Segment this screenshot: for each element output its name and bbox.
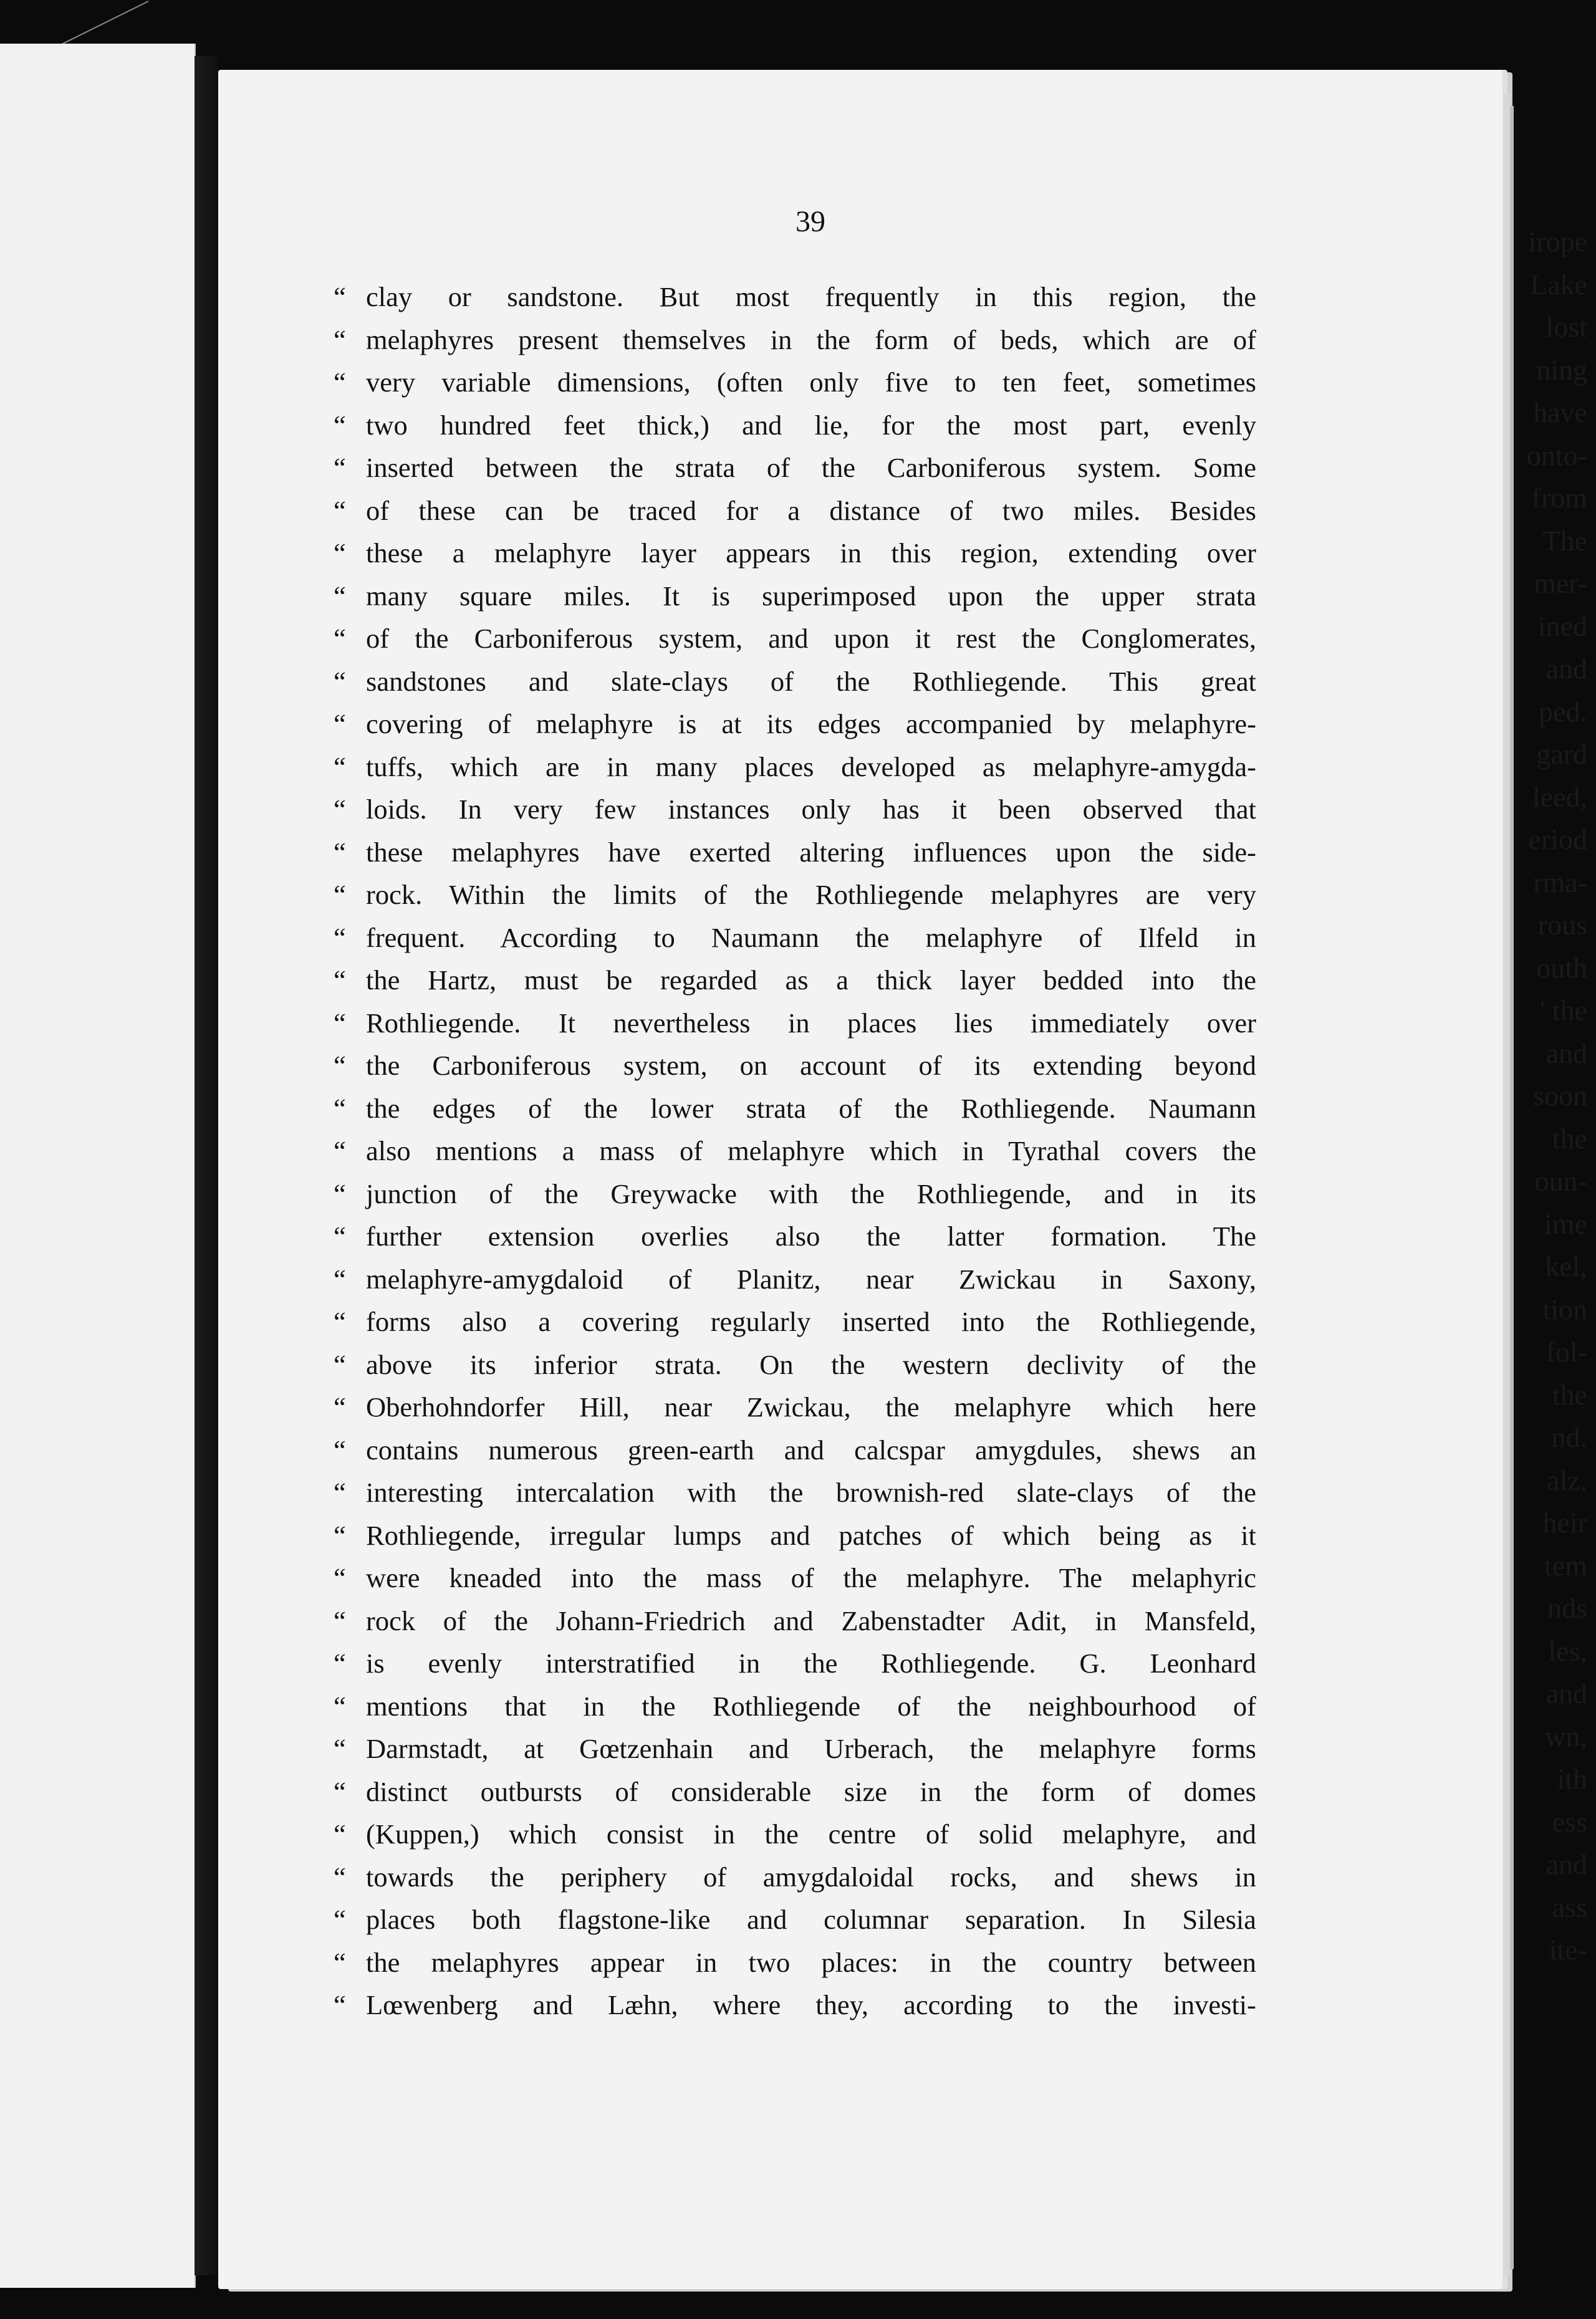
quotation-mark: “: [334, 964, 346, 996]
quotation-mark: “: [334, 1221, 346, 1252]
quotation-mark: “: [334, 1989, 346, 2020]
facing-page-fragment: outh: [1536, 951, 1587, 984]
quotation-mark: “: [334, 1050, 346, 1081]
line-text: inserted between the strata of the Carboniferous system. Some: [366, 452, 1256, 483]
facing-page-fragment: eriod: [1528, 823, 1587, 855]
quotation-mark: “: [334, 1946, 346, 1978]
text-line: [334, 1600, 1256, 1643]
quotation-mark: “: [334, 367, 346, 398]
line-text: many square miles. It is superimposed upon the upper strata: [366, 580, 1256, 612]
facing-page-fragment: tion: [1542, 1293, 1587, 1325]
quotation-mark: “: [334, 1391, 346, 1423]
line-text: Rothliegende. It nevertheless in places lies immediately over: [366, 1007, 1256, 1039]
facing-page-fragment: leed,: [1532, 780, 1587, 813]
line-text: distinct outbursts of considerable size in the form of domes: [366, 1775, 1256, 1807]
quotation-mark: “: [334, 1562, 346, 1593]
text-line: [334, 1557, 1256, 1600]
text-line: [334, 660, 1256, 703]
quotation-mark: “: [334, 1904, 346, 1935]
line-text: places both flagstone-like and columnar separation. In Silesia: [366, 1904, 1256, 1935]
text-line: [334, 1343, 1256, 1386]
text-line: [334, 1386, 1256, 1429]
line-text: two hundred feet thick,) and lie, for the most part, evenly: [366, 409, 1256, 441]
text-line: [334, 1898, 1256, 1941]
facing-page-fragment: ' the: [1540, 994, 1587, 1026]
facing-page-fragment: the: [1552, 1378, 1587, 1411]
quotation-mark: “: [334, 665, 346, 697]
line-text: Lœwenberg and Læhn, where they, according to the investi-: [366, 1989, 1256, 2020]
facing-page-fragment: tem: [1544, 1549, 1587, 1582]
text-line: [334, 1770, 1256, 1813]
text-line: [334, 788, 1256, 831]
facing-page-fragment: have: [1533, 396, 1587, 428]
quotation-mark: “: [334, 324, 346, 355]
quotation-mark: “: [334, 879, 346, 910]
quotation-mark: “: [334, 1775, 346, 1807]
line-text: tuffs, which are in many places developed as melaphyre-amygda-: [366, 751, 1256, 782]
line-text: melaphyre-amygdaloid of Planitz, near Zwickau in Saxony,: [366, 1263, 1256, 1295]
facing-page-fragment: mer-: [1534, 567, 1587, 599]
facing-page-fragment: and: [1546, 1848, 1587, 1880]
body-text: [334, 276, 1256, 2027]
text-line: [334, 1087, 1256, 1130]
text-line: [334, 703, 1256, 746]
quotation-mark: “: [334, 1007, 346, 1039]
text-line: [334, 1215, 1256, 1258]
quotation-mark: “: [334, 708, 346, 739]
line-text: Darmstadt, at Gœtzenhain and Urberach, the melaphyre forms: [366, 1733, 1256, 1764]
text-line: [334, 746, 1256, 789]
text-line: [334, 873, 1256, 916]
line-text: melaphyres present themselves in the form of beds, which are of: [366, 324, 1256, 355]
text-line: [334, 319, 1256, 362]
facing-page-fragment: oun-: [1534, 1165, 1587, 1197]
quotation-mark: “: [334, 1605, 346, 1636]
facing-page-fragment: ass: [1552, 1891, 1587, 1923]
text-line: [334, 489, 1256, 532]
text-line: [334, 1685, 1256, 1728]
text-line: [334, 1984, 1256, 2027]
quotation-mark: “: [334, 1348, 346, 1380]
quotation-mark: “: [334, 452, 346, 483]
facing-page-fragment: ime: [1544, 1208, 1587, 1240]
line-text: very variable dimensions, (often only five to ten feet, sometimes: [366, 367, 1256, 398]
line-text: clay or sandstone. But most frequently in this region, the: [366, 281, 1256, 312]
text-line: [334, 532, 1256, 575]
line-text: loids. In very few instances only has it been observed that: [366, 794, 1256, 825]
quotation-mark: “: [334, 409, 346, 441]
text-line: [334, 1727, 1256, 1770]
facing-page-fragment: Lake: [1530, 268, 1587, 300]
quotation-mark: “: [334, 494, 346, 526]
facing-page-fragment: gard: [1536, 738, 1587, 770]
text-line: [334, 959, 1256, 1002]
quotation-mark: “: [334, 1135, 346, 1166]
line-text: forms also a covering regularly inserted into the Rothliegende,: [366, 1306, 1256, 1337]
line-text: is evenly interstratified in the Rothliegende. G. Leonhard: [366, 1648, 1256, 1679]
facing-page-fragment: lost: [1546, 311, 1587, 343]
text-line: [334, 1300, 1256, 1343]
facing-page-fragment: heir: [1542, 1507, 1587, 1539]
text-line: [334, 276, 1256, 319]
line-text: the Hartz, must be regarded as a thick layer bedded into the: [366, 964, 1256, 996]
line-text: above its inferior strata. On the western declivity of the: [366, 1348, 1256, 1380]
facing-page-fragment: soon: [1533, 1080, 1587, 1111]
text-line: [334, 1173, 1256, 1216]
line-text: contains numerous green-earth and calcspar amygdules, shews an: [366, 1434, 1256, 1466]
quotation-mark: “: [334, 1263, 346, 1295]
line-text: the edges of the lower strata of the Rothliegende. Naumann: [366, 1092, 1256, 1124]
facing-page-fragment: ning: [1536, 353, 1587, 386]
quotation-mark: “: [334, 751, 346, 782]
facing-page-fragment: kel,: [1545, 1251, 1587, 1282]
quotation-mark: “: [334, 1818, 346, 1850]
facing-page-fragment: irope: [1528, 226, 1587, 257]
page-edge: [1504, 94, 1510, 2275]
line-text: of these can be traced for a distance of two miles. Besides: [366, 494, 1256, 526]
quotation-mark: “: [334, 1690, 346, 1722]
facing-page-fragment: onto-: [1526, 439, 1587, 471]
text-line: [334, 446, 1256, 489]
quotation-mark: “: [334, 836, 346, 868]
text-line: [334, 1429, 1256, 1472]
quotation-mark: “: [334, 1306, 346, 1337]
quotation-mark: “: [334, 537, 346, 569]
line-text: interesting intercalation with the brownish-red slate-clays of the: [366, 1477, 1256, 1508]
facing-page-fragment: ess: [1552, 1805, 1587, 1838]
facing-page-fragment: alz.: [1546, 1464, 1587, 1496]
line-text: these melaphyres have exerted altering influences upon the side-: [366, 836, 1256, 868]
line-text: of the Carboniferous system, and upon it rest the Conglomerates,: [366, 623, 1256, 654]
quotation-mark: “: [334, 1648, 346, 1679]
facing-page-fragment: and: [1546, 653, 1587, 684]
quotation-mark: “: [334, 580, 346, 612]
text-line: [334, 831, 1256, 874]
facing-page-fragment: ith: [1557, 1763, 1587, 1795]
text-line: [334, 617, 1256, 660]
text-line: [334, 1471, 1256, 1514]
book-gutter: [195, 56, 218, 2275]
line-text: also mentions a mass of melaphyre which in Tyrathal covers the: [366, 1135, 1256, 1166]
facing-page-fragment: fol-: [1546, 1336, 1587, 1368]
facing-page-fragment: The: [1542, 524, 1587, 557]
text-line: [334, 1856, 1256, 1899]
text-line: [334, 1514, 1256, 1557]
quotation-mark: “: [334, 1519, 346, 1551]
line-text: the melaphyres appear in two places: in the country between: [366, 1946, 1256, 1978]
text-line: [334, 1941, 1256, 1984]
facing-page-fragment: wn,: [1545, 1720, 1587, 1752]
quotation-mark: “: [334, 623, 346, 654]
facing-page-fragment: nds: [1547, 1592, 1587, 1624]
facing-page-fragment: rous: [1537, 909, 1587, 941]
text-line: [334, 1130, 1256, 1173]
facing-page-fragment: the: [1552, 1122, 1587, 1155]
text-line: [334, 1002, 1256, 1045]
facing-page-fragment: from: [1531, 482, 1587, 514]
page-number: 39: [796, 205, 825, 238]
line-text: frequent. According to Naumann the melaphyre of Ilfeld in: [366, 921, 1256, 953]
line-text: junction of the Greywacke with the Rothliegende, and in its: [366, 1178, 1256, 1209]
line-text: towards the periphery of amygdaloidal rocks, and shews in: [366, 1861, 1256, 1893]
text-line: [334, 1258, 1256, 1301]
page-edge-shadow: [1510, 106, 1514, 2269]
facing-page-fragment: nd.: [1551, 1421, 1587, 1453]
line-text: covering of melaphyre is at its edges accompanied by melaphyre-: [366, 708, 1256, 739]
line-text: mentions that in the Rothliegende of the neighbourhood of: [366, 1690, 1256, 1722]
quotation-mark: “: [334, 794, 346, 825]
facing-page-left: [0, 44, 196, 2288]
quotation-mark: “: [334, 1434, 346, 1466]
line-text: these a melaphyre layer appears in this region, extending over: [366, 537, 1256, 569]
quotation-mark: “: [334, 1092, 346, 1124]
line-text: sandstones and slate-clays of the Rothliegende. This great: [366, 665, 1256, 697]
line-text: rock. Within the limits of the Rothliegende melaphyres are very: [366, 879, 1256, 910]
line-text: (Kuppen,) which consist in the centre of solid melaphyre, and: [366, 1818, 1256, 1850]
quotation-mark: “: [334, 921, 346, 953]
facing-page-fragment: and: [1546, 1678, 1587, 1709]
text-line: [334, 916, 1256, 959]
text-line: [334, 1044, 1256, 1087]
line-text: Rothliegende, irregular lumps and patches of which being as it: [366, 1519, 1256, 1551]
line-text: Oberhohndorfer Hill, near Zwickau, the melaphyre which here: [366, 1391, 1256, 1423]
quotation-mark: “: [334, 1733, 346, 1764]
line-text: rock of the Johann-Friedrich and Zabenstadter Adit, in Mansfeld,: [366, 1605, 1256, 1636]
line-text: the Carboniferous system, on account of its extending beyond: [366, 1050, 1256, 1081]
text-line: [334, 404, 1256, 447]
text-line: [334, 1813, 1256, 1856]
quotation-mark: “: [334, 1861, 346, 1893]
text-line: [334, 361, 1256, 404]
facing-page-fragment: ite-: [1549, 1934, 1587, 1966]
quotation-mark: “: [334, 1477, 346, 1508]
text-line: [334, 1642, 1256, 1685]
facing-page-fragment: rma-: [1533, 866, 1587, 898]
facing-page-fragment: ped.: [1539, 695, 1587, 727]
text-line: [334, 575, 1256, 618]
facing-page-fragment: les,: [1548, 1635, 1587, 1667]
facing-page-fragment: and: [1546, 1037, 1587, 1069]
quotation-mark: “: [334, 1178, 346, 1209]
quotation-mark: “: [334, 281, 346, 312]
facing-page-fragment: ined: [1537, 610, 1587, 642]
line-text: further extension overlies also the latter formation. The: [366, 1221, 1256, 1252]
line-text: were kneaded into the mass of the melaphyre. The melaphyric: [366, 1562, 1256, 1593]
